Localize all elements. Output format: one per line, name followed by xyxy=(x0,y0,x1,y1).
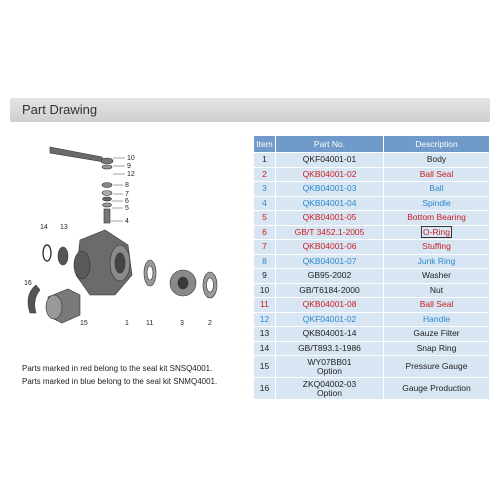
callout-9: 9 xyxy=(127,163,131,170)
note-blue-kit: Parts marked in blue belong to the seal kit SNMQ4001. xyxy=(22,377,218,386)
snap-ring-drawing xyxy=(43,245,51,261)
cell-item: 1 xyxy=(254,153,276,168)
spindle-drawing xyxy=(104,209,110,223)
nut-drawing xyxy=(101,158,113,164)
table-row xyxy=(254,356,490,378)
cell-item: 9 xyxy=(254,269,276,284)
cell-item: 16 xyxy=(254,378,276,400)
cell-description: Gauge Production xyxy=(384,378,490,400)
callout-5: 5 xyxy=(125,205,129,212)
cell-description: Pressure Gauge xyxy=(384,356,490,378)
table-row xyxy=(254,254,490,269)
cell-item: 13 xyxy=(254,327,276,342)
callout-11: 11 xyxy=(146,320,154,327)
cell-description: Stuffing xyxy=(384,240,490,255)
cell-item: 8 xyxy=(254,254,276,269)
gauze-filter-drawing xyxy=(58,247,68,265)
cell-item: 6 xyxy=(254,225,276,240)
table-row xyxy=(254,225,490,240)
callout-15: 15 xyxy=(80,320,88,327)
cell-item: 15 xyxy=(254,356,276,378)
cell-description: Ball xyxy=(384,182,490,197)
table-row xyxy=(254,341,490,356)
table-row xyxy=(254,196,490,211)
callout-1: 1 xyxy=(125,320,129,327)
cell-description: Ball Seal xyxy=(384,167,490,182)
table-row xyxy=(254,211,490,226)
table-row xyxy=(254,240,490,255)
cell-part-no: ZKQ04002-03 Option xyxy=(276,378,384,400)
gauge-production-drawing xyxy=(28,285,40,313)
callout-13: 13 xyxy=(60,224,68,231)
cell-item: 5 xyxy=(254,211,276,226)
callout-6: 6 xyxy=(125,198,129,205)
header-part-no: Part No. xyxy=(276,136,384,153)
callout-4: 4 xyxy=(125,218,129,225)
cell-description: Ball Seal xyxy=(384,298,490,313)
bottom-bearing-drawing xyxy=(103,203,112,207)
table-row xyxy=(254,269,490,284)
cell-part-no: GB95-2002 xyxy=(276,269,384,284)
cell-description: Handle xyxy=(384,312,490,327)
section-header-bar xyxy=(10,98,490,122)
cell-part-no: QKB04001-02 xyxy=(276,167,384,182)
cell-part-no: QKB04001-07 xyxy=(276,254,384,269)
parts-table xyxy=(253,135,490,400)
table-row xyxy=(254,283,490,298)
cell-description: Spindle xyxy=(384,196,490,211)
junk-ring-drawing xyxy=(102,183,112,188)
cell-item: 4 xyxy=(254,196,276,211)
header-item: Item xyxy=(254,136,276,153)
table-row xyxy=(254,378,490,400)
section-title: Part Drawing xyxy=(22,102,98,117)
cell-part-no: QKB04001-05 xyxy=(276,211,384,226)
cell-part-no: QKB04001-06 xyxy=(276,240,384,255)
o-ring-drawing xyxy=(103,197,112,201)
cell-description: O-Ring xyxy=(384,225,490,240)
parts-table-body xyxy=(254,153,490,400)
note-red-kit: Parts marked in red belong to the seal kit SNSQ4001. xyxy=(22,364,213,373)
callout-8: 8 xyxy=(125,182,129,189)
callout-12: 12 xyxy=(127,171,135,178)
table-row xyxy=(254,312,490,327)
cell-description: Bottom Bearing xyxy=(384,211,490,226)
table-row xyxy=(254,167,490,182)
table-row xyxy=(254,153,490,168)
cell-part-no: GB/T 3452.1-2005 xyxy=(276,225,384,240)
washer-drawing xyxy=(102,165,112,169)
stuffing-drawing xyxy=(102,191,112,196)
cell-part-no: WY07BB01 Option xyxy=(276,356,384,378)
table-row xyxy=(254,182,490,197)
cell-part-no: QKB04001-03 xyxy=(276,182,384,197)
table-header-row xyxy=(254,136,490,153)
cell-description: Washer xyxy=(384,269,490,284)
exploded-part-drawing xyxy=(10,135,245,345)
cell-description: Junk Ring xyxy=(384,254,490,269)
cell-part-no: QKF04001-02 xyxy=(276,312,384,327)
cell-part-no: QKB04001-08 xyxy=(276,298,384,313)
callout-14: 14 xyxy=(40,224,48,231)
callout-10: 10 xyxy=(127,155,135,162)
cell-item: 14 xyxy=(254,341,276,356)
cell-item: 3 xyxy=(254,182,276,197)
cell-item: 7 xyxy=(254,240,276,255)
callout-7: 7 xyxy=(125,191,129,198)
cell-item: 10 xyxy=(254,283,276,298)
table-row xyxy=(254,327,490,342)
cell-description: Body xyxy=(384,153,490,168)
cell-item: 11 xyxy=(254,298,276,313)
callout-16: 16 xyxy=(24,280,32,287)
table-row xyxy=(254,298,490,313)
callout-3: 3 xyxy=(180,320,184,327)
cell-part-no: GB/T893.1-1986 xyxy=(276,341,384,356)
cell-description: Nut xyxy=(384,283,490,298)
cell-item: 2 xyxy=(254,167,276,182)
callout-2: 2 xyxy=(208,320,212,327)
seal-kit-notes xyxy=(22,362,217,388)
cell-description: Gauze Filter xyxy=(384,327,490,342)
cell-item: 12 xyxy=(254,312,276,327)
cell-description: Snap Ring xyxy=(384,341,490,356)
cell-part-no: QKB04001-04 xyxy=(276,196,384,211)
header-description: Description xyxy=(384,136,490,153)
cell-part-no: QKF04001-01 xyxy=(276,153,384,168)
cell-part-no: GB/T6184-2000 xyxy=(276,283,384,298)
handle-drawing xyxy=(50,147,104,162)
cell-part-no: QKB04001-14 xyxy=(276,327,384,342)
